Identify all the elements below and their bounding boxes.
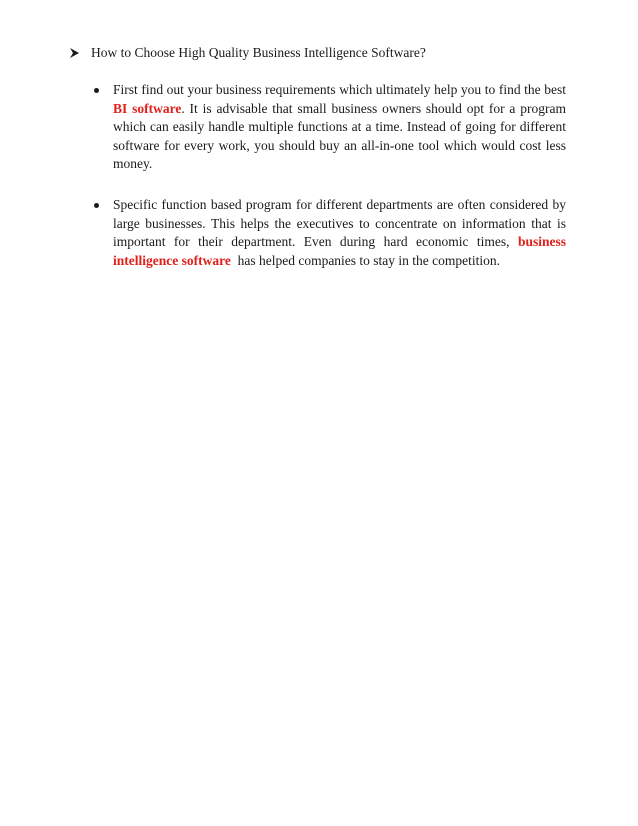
item-text-before: Specific function based program for different departments are often considered by large businesses. This helps the executives to concentrate on information that is important for their department. Even during hard economic times,	[113, 196, 566, 250]
item-text-after: has helped companies to stay in the competition.	[230, 252, 501, 268]
list-item-text	[113, 196, 566, 270]
list-item	[94, 81, 566, 174]
bullet-dot-icon	[94, 196, 113, 208]
business-intelligence-software-link[interactable]: business intelligence software	[113, 234, 566, 268]
bullet-dot-icon	[94, 81, 113, 93]
section-heading-text: How to Choose High Quality Business Intelligence Software?	[91, 45, 426, 60]
list-item-text	[113, 81, 566, 174]
bi-software-link[interactable]: BI software	[113, 100, 182, 116]
section-heading	[69, 43, 589, 63]
item-text-after: . It is advisable that small business owners should opt for a program which can easily handle multiple functions at a time. Instead of going for different software for every work, you should buy an all-in-one tool which would cost less money.	[113, 100, 566, 172]
arrow-right-icon	[69, 45, 91, 57]
bullet-list	[94, 81, 566, 292]
list-item	[94, 196, 566, 270]
item-text-before: First find out your business requirements which ultimately help you to find the best	[113, 82, 566, 97]
